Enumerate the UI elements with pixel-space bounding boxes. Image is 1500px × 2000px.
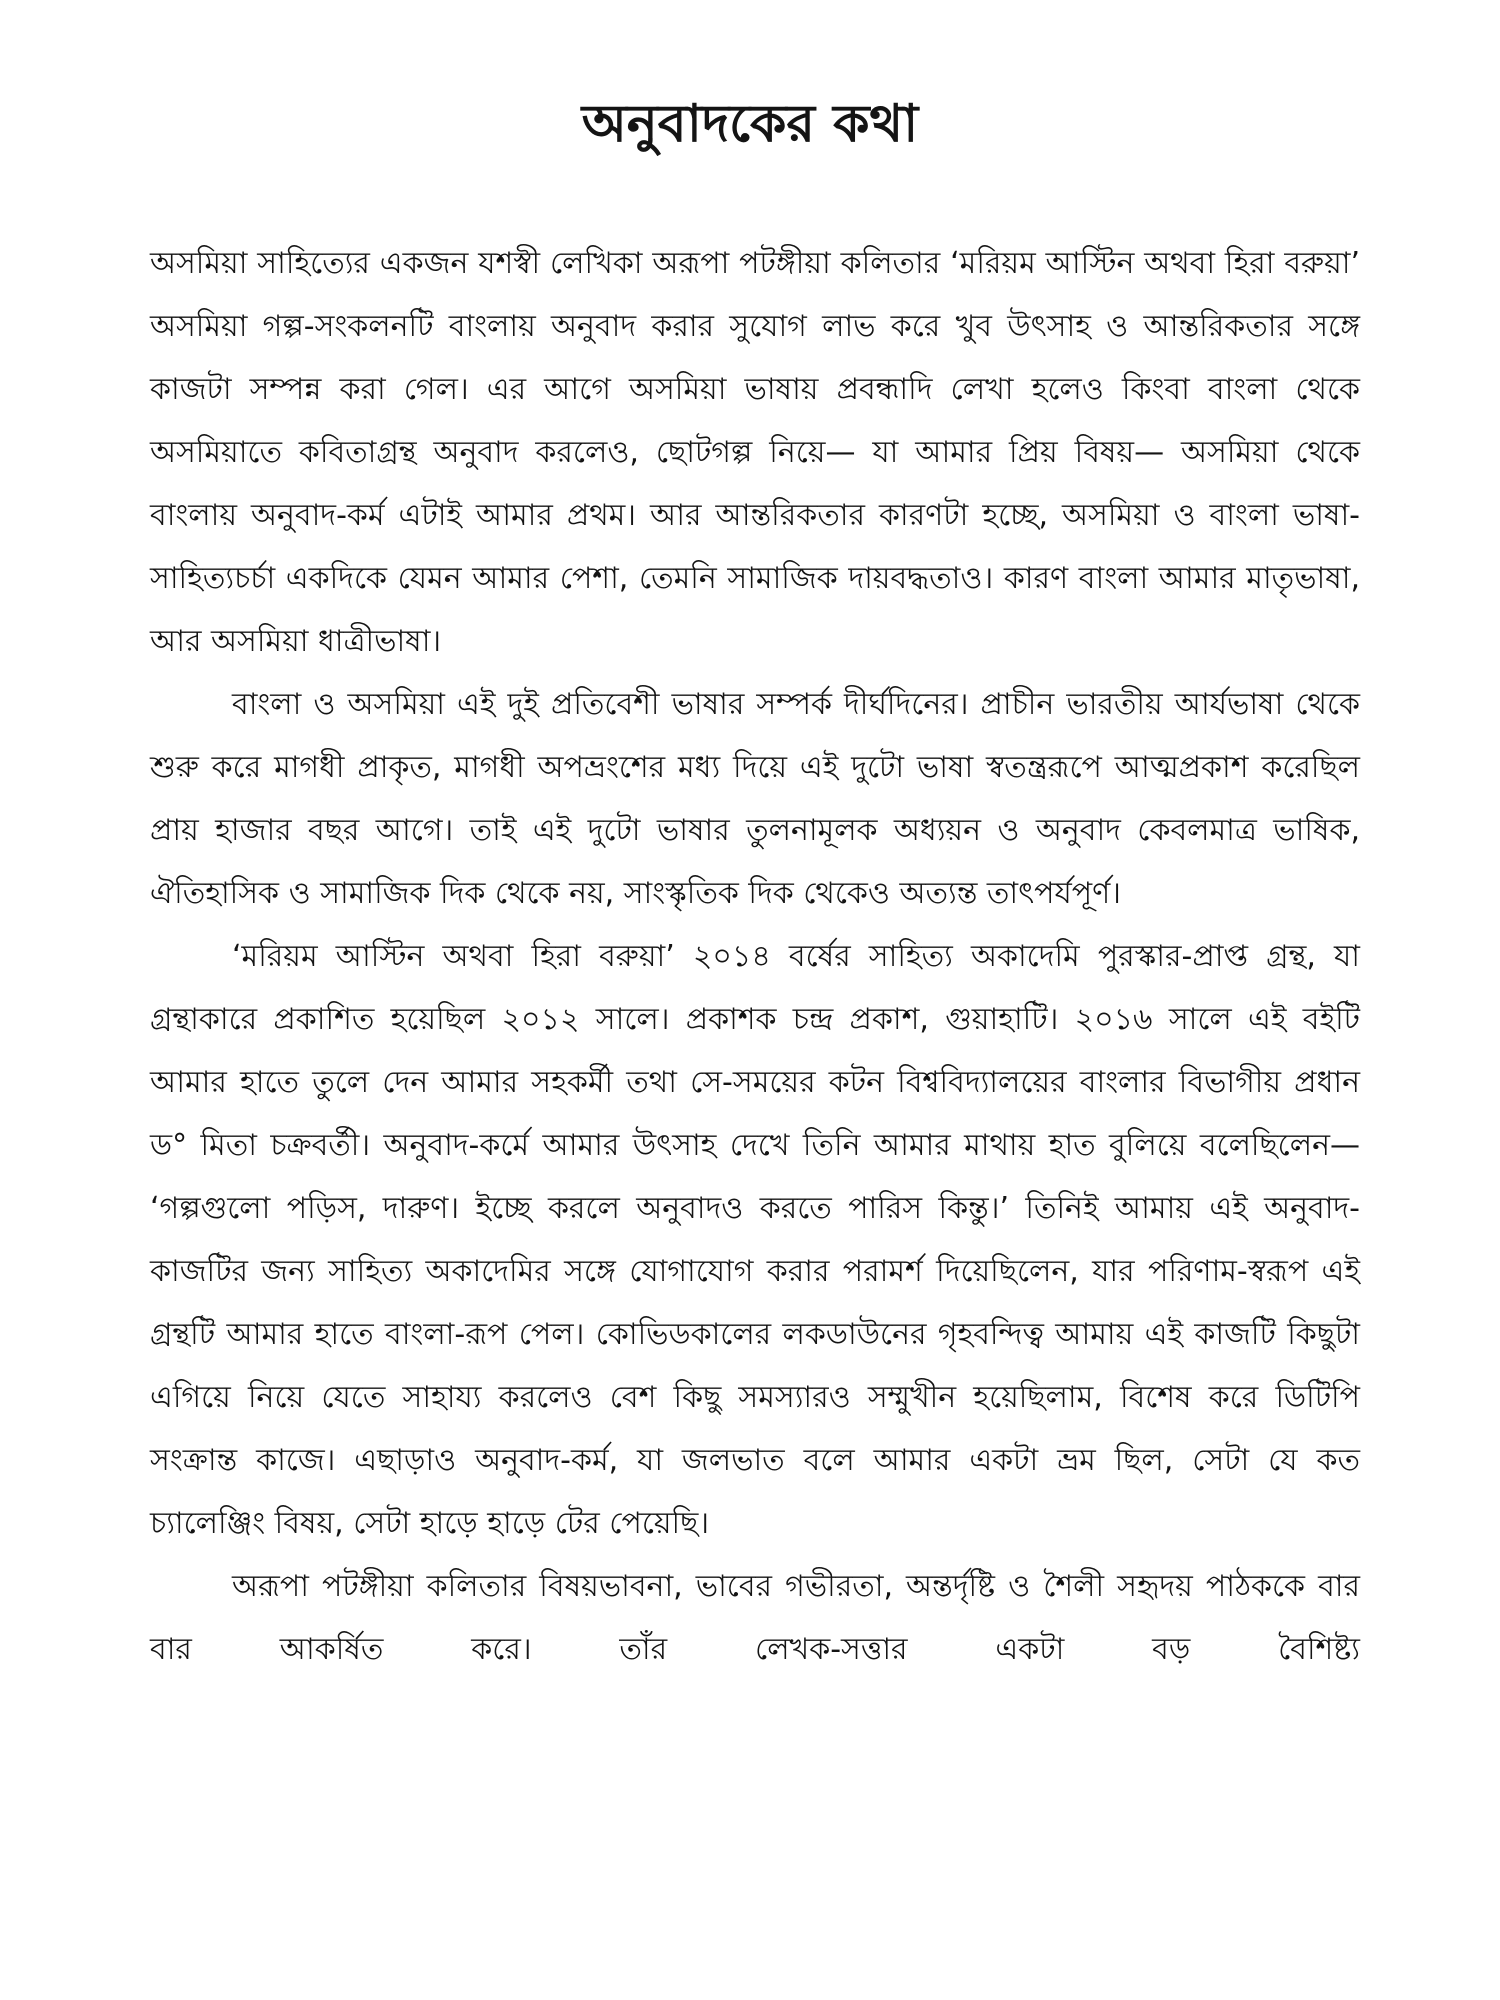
paragraph-1: অসমিয়া সাহিত্যের একজন যশস্বী লেখিকা অরূপা পটঙ্গীয়া কলিতার ‘মরিয়ম আস্টিন অথবা হিরা বরুয়া’ অসমিয়া গল্প-সংকলনটি বাংলায় অনুবাদ করার সুযোগ লাভ করে খুব উৎসাহ ও আন্তরিকতার সঙ্গে কাজটা সম্পন্ন করা গেল। এর আগে অসমিয়া ভাষায় প্রবন্ধাদি লেখা হলেও কিংবা বাংলা থেকে অসমিয়াতে কবিতাগ্রন্থ অনুবাদ করলেও, ছোটগল্প নিয়ে— যা আমার প্রিয় বিষয়— অসমিয়া থেকে বাংলায় অনুবাদ-কর্ম এটাই আমার প্রথম। আর আন্তরিকতার কারণটা হচ্ছে, অসমিয়া ও বাংলা ভাষা-সাহিত্যচর্চা একদিকে যেমন আমার পেশা, তেমনি সামাজিক দায়বদ্ধতাও। কারণ বাংলা আমার মাতৃভাষা, আর অসমিয়া ধাত্রীভাষা। <box>150 246 1360 659</box>
body-text <box>150 232 1360 1681</box>
paragraph-4: অরূপা পটঙ্গীয়া কলিতার বিষয়ভাবনা, ভাবের গভীরতা, অন্তর্দৃষ্টি ও শৈলী সহৃদয় পাঠককে বার বার আকর্ষিত করে। তাঁর লেখক-সত্তার একটা বড় বৈশিষ্ট্য <box>150 1569 1360 1667</box>
page-title: অনুবাদকের কথা <box>581 94 919 154</box>
paragraph-3: ‘মরিয়ম আস্টিন অথবা হিরা বরুয়া’ ২০১৪ বর্ষের সাহিত্য অকাদেমি পুরস্কার-প্রাপ্ত গ্রন্থ, যা গ্রন্থাকারে প্রকাশিত হয়েছিল ২০১২ সালে। প্রকাশক চন্দ্র প্রকাশ, গুয়াহাটি। ২০১৬ সালে এই বইটি আমার হাতে তুলে দেন আমার সহকর্মী তথা সে-সময়ের কটন বিশ্ববিদ্যালয়ের বাংলার বিভাগীয় প্রধান ড° মিতা চক্রবর্তী। অনুবাদ-কর্মে আমার উৎসাহ দেখে তিনি আমার মাথায় হাত বুলিয়ে বলেছিলেন— ‘গল্পগুলো পড়িস, দারুণ। ইচ্ছে করলে অনুবাদও করতে পারিস কিন্তু।’ তিনিই আমায় এই অনুবাদ-কাজটির জন্য সাহিত্য অকাদেমির সঙ্গে যোগাযোগ করার পরামর্শ দিয়েছিলেন, যার পরিণাম-স্বরূপ এই গ্রন্থটি আমার হাতে বাংলা-রূপ পেল। কোভিডকালের লকডাউনের গৃহবন্দিত্ব আমায় এই কাজটি কিছুটা এগিয়ে নিয়ে যেতে সাহায্য করলেও বেশ কিছু সমস্যারও সম্মুখীন হয়েছিলাম, বিশেষ করে ডিটিপি সংক্রান্ত কাজে। এছাড়াও অনুবাদ-কর্ম, যা জলভাত বলে আমার একটা ভ্রম ছিল, সেটা যে কত চ্যালেঞ্জিং বিষয়, সেটা হাড়ে হাড়ে টের পেয়েছি। <box>150 939 1360 1541</box>
paragraph-2: বাংলা ও অসমিয়া এই দুই প্রতিবেশী ভাষার সম্পর্ক দীর্ঘদিনের। প্রাচীন ভারতীয় আর্যভাষা থেকে শুরু করে মাগধী প্রাকৃত, মাগধী অপভ্রংশের মধ্য দিয়ে এই দুটো ভাষা স্বতন্ত্ররূপে আত্মপ্রকাশ করেছিল প্রায় হাজার বছর আগে। তাই এই দুটো ভাষার তুলনামূলক অধ্যয়ন ও অনুবাদ কেবলমাত্র ভাষিক, ঐতিহাসিক ও সামাজিক দিক থেকে নয়, সাংস্কৃতিক দিক থেকেও অত্যন্ত তাৎপর্যপূর্ণ। <box>150 687 1360 911</box>
